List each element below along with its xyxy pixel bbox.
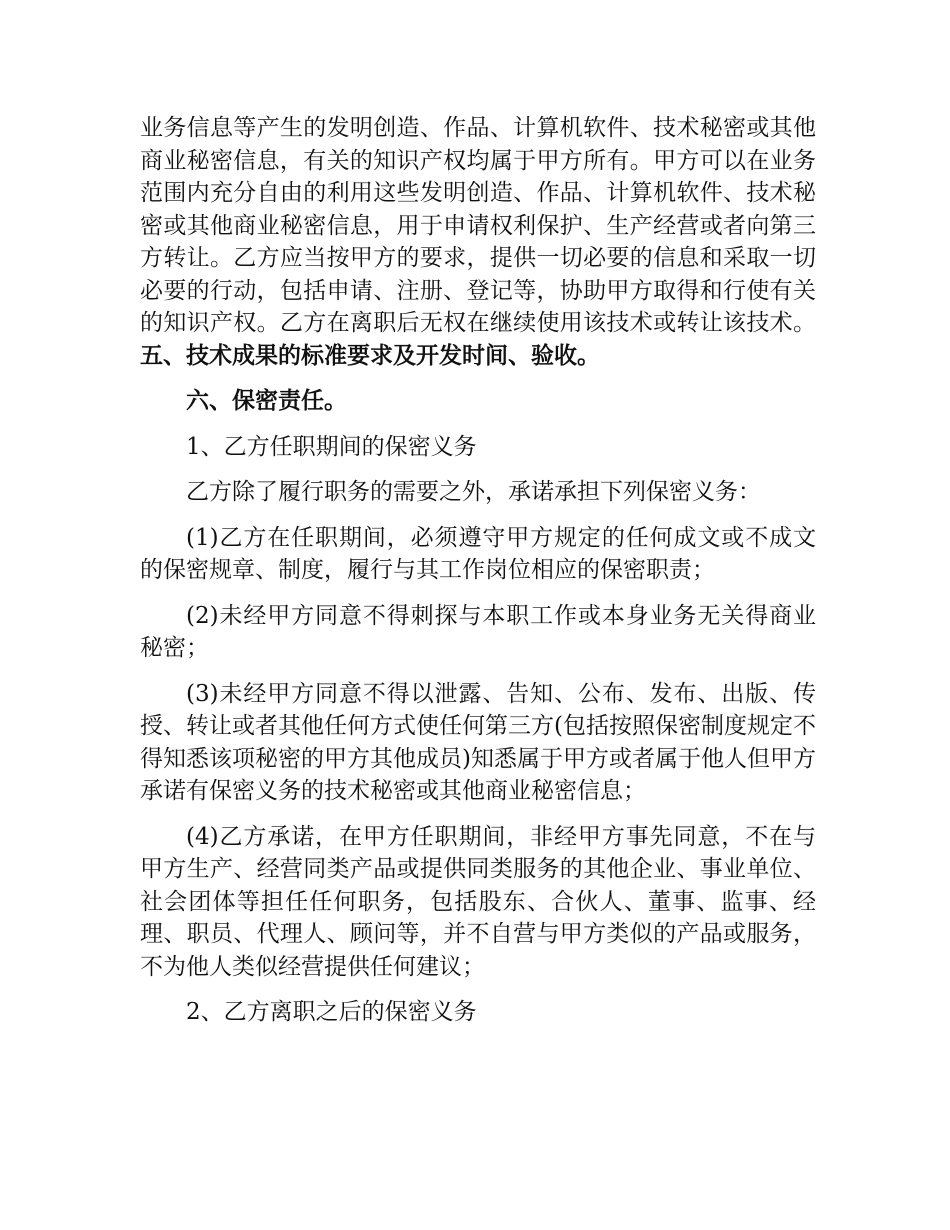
subsection-1-heading: 1、乙方任职期间的保密义务 — [186, 433, 477, 460]
list-item-1: (1)乙方在任职期间，必须遵守甲方规定的任何成文或不成文的保密规章、制度，履行与其工作岗位相应的保密职责； — [140, 524, 816, 583]
paragraph-obligations-intro: 乙方除了履行职务的需要之外，承诺承担下列保密义务： — [186, 479, 761, 505]
list-item-4: (4)乙方承诺，在甲方任职期间，非经甲方事先同意，不在与甲方生产、经营同类产品或提供同类服务的其他企业、事业单位、社会团体等担任任何职务，包括股东、合伙人、董事、监事、经理、职员、代理人、顾问等，并不自营与甲方类似的产品或服务，不为他人类似经营提供任何建议； — [140, 823, 816, 980]
paragraph-ip-ownership — [140, 112, 816, 372]
paragraph-ip-ownership-text: 业务信息等产生的发明创造、作品、计算机软件、技术秘密或其他商业秘密信息，有关的知识产权均属于甲方所有。甲方可以在业务范围内充分自由的利用这些发明创造、作品、计算机软件、技术秘密或其他商业秘密信息，用于申请权利保护、生产经营或者向第三方转让。乙方应当按甲方的要求，提供一切必要的信息和采取一切必要的行动，包括申请、注册、登记等，协助甲方取得和行使有关的知识产权。乙方在离职后无权在继续使用该技术或转让该技术。 — [140, 115, 816, 336]
document-body — [140, 112, 816, 1042]
list-item-3: (3)未经甲方同意不得以泄露、告知、公布、发布、出版、传授、转让或者其他任何方式使任何第三方(包括按照保密制度规定不得知悉该项秘密的甲方其他成员)知悉属于甲方或者属于他人但甲方承诺有保密义务的技术秘密或其他商业秘密信息； — [140, 680, 816, 804]
section-five-heading: 五、技术成果的标准要求及开发时间、验收。 — [140, 341, 600, 369]
subsection-2-heading: 2、乙方离职之后的保密义务 — [186, 999, 477, 1025]
list-item-2: (2)未经甲方同意不得刺探与本职工作或本身业务无关得商业秘密； — [140, 602, 816, 661]
section-six-heading: 六、保密责任。 — [186, 387, 347, 414]
